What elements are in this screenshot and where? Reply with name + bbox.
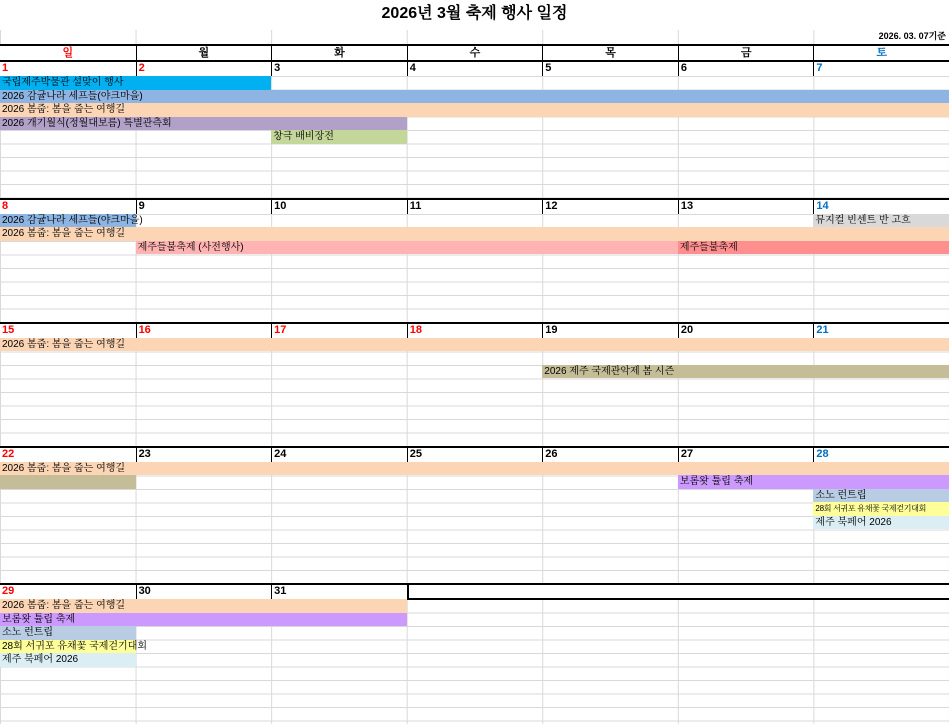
weekday-label: 월: [136, 46, 272, 60]
event-bar[interactable]: 2026 감귤나라 세프들(야크마을): [2, 214, 143, 226]
date-cell-19[interactable]: 19: [542, 324, 678, 338]
week-body: [0, 214, 949, 322]
as-of-date-note: 2026. 03. 07기준: [0, 30, 949, 44]
event-bar[interactable]: 2026 봄줍: 봄을 줍는 여행길: [0, 338, 949, 352]
week-body: [0, 338, 949, 446]
date-cell-5[interactable]: 5: [542, 62, 678, 76]
week-2: [0, 198, 949, 322]
date-row: [0, 324, 949, 338]
date-cell-6[interactable]: 6: [678, 62, 814, 76]
date-cell-10[interactable]: 10: [271, 200, 407, 214]
date-row: [0, 62, 949, 76]
date-cell-27[interactable]: 27: [678, 448, 814, 462]
calendar-weeks: [0, 60, 949, 724]
event-bar[interactable]: 제주 북페어 2026: [813, 516, 949, 530]
date-cell-3[interactable]: 3: [271, 62, 407, 76]
week-4: [0, 446, 949, 584]
event-bar[interactable]: 소노 런트립: [813, 489, 949, 503]
event-bar[interactable]: 2026 봄줍: 봄을 줍는 여행길: [0, 599, 407, 613]
date-cell-29[interactable]: 29: [2, 585, 15, 597]
date-cell-11[interactable]: 11: [407, 200, 543, 214]
weekday-label: 목: [542, 46, 678, 60]
date-cell-17[interactable]: 17: [271, 324, 407, 338]
week-body: [0, 462, 949, 584]
date-cell-2[interactable]: 2: [136, 62, 272, 76]
week-5: [0, 583, 949, 724]
date-cell-28[interactable]: 28: [813, 448, 949, 462]
date-cell-4[interactable]: 4: [407, 62, 543, 76]
event-bar[interactable]: 제주들불축제 (사전행사): [136, 241, 678, 255]
date-cell-15[interactable]: 15: [2, 323, 15, 336]
date-row: [0, 448, 949, 462]
week-body: [0, 599, 949, 724]
date-cell-12[interactable]: 12: [542, 200, 678, 214]
weekday-label: 일: [62, 47, 74, 59]
date-cell-16[interactable]: 16: [136, 324, 272, 338]
date-cell-25[interactable]: 25: [407, 448, 543, 462]
date-cell-30[interactable]: 30: [136, 585, 272, 599]
date-cell-7[interactable]: 7: [813, 62, 949, 76]
event-bar[interactable]: 제주 북페어 2026: [0, 653, 136, 667]
event-bar[interactable]: 2026 봄줍: 봄을 줍는 여행길: [0, 462, 949, 476]
week-1: [0, 60, 949, 198]
event-bar[interactable]: 국립제주박물관 설맞이 행사: [0, 76, 271, 90]
event-bar[interactable]: 2026 제주 국제관악제 봄 시즌: [542, 365, 949, 379]
event-bar[interactable]: 2026 봄줍: 봄을 줍는 여행길: [0, 227, 949, 241]
week-body: [0, 76, 949, 198]
event-bar[interactable]: 보롬왓 튤립 축제: [0, 613, 407, 627]
event-bar[interactable]: 2026 감귤나라 세프들(야크마을): [0, 90, 949, 104]
event-bar[interactable]: 28회 서귀포 유채꽃 국제걷기대회: [813, 502, 949, 516]
weekday-label: 수: [407, 46, 543, 60]
merged-empty-cell: [407, 585, 949, 600]
event-bar[interactable]: 창극 배비장전: [271, 130, 407, 144]
event-bar[interactable]: 28회 서귀포 유채꽃 국제걷기대회: [2, 640, 148, 652]
page-title: 2026년 3월 축제 행사 일정: [381, 5, 568, 22]
event-bar[interactable]: 2026 개기월식(정월대보름) 특별관측회: [0, 117, 407, 131]
weekday-label: 토: [813, 46, 949, 60]
event-bar[interactable]: [0, 475, 136, 489]
date-row: [0, 585, 949, 599]
date-cell-18[interactable]: 18: [407, 324, 543, 338]
date-cell-31[interactable]: 31: [271, 585, 407, 599]
date-cell-21[interactable]: 21: [813, 324, 949, 338]
date-cell-14[interactable]: 14: [813, 200, 949, 214]
date-cell-22[interactable]: 22: [2, 447, 15, 460]
date-cell-24[interactable]: 24: [271, 448, 407, 462]
weekday-label: 화: [271, 46, 407, 60]
date-cell-26[interactable]: 26: [542, 448, 678, 462]
date-cell-13[interactable]: 13: [678, 200, 814, 214]
weekday-header: [0, 44, 949, 60]
event-bar[interactable]: 2026 봄줍: 봄을 줍는 여행길: [0, 103, 949, 117]
weekday-label: 금: [678, 46, 814, 60]
event-bar[interactable]: 제주들불축제: [678, 241, 949, 255]
event-bar[interactable]: 뮤지컬 빈센트 반 고흐: [813, 214, 949, 228]
date-cell-23[interactable]: 23: [136, 448, 272, 462]
week-3: [0, 322, 949, 446]
event-bar[interactable]: 소노 런트립: [0, 626, 136, 640]
date-row: [0, 200, 949, 214]
event-bar[interactable]: 보롬왓 튤립 축제: [678, 475, 949, 489]
date-cell-20[interactable]: 20: [678, 324, 814, 338]
date-cell-1[interactable]: 1: [2, 62, 9, 74]
date-cell-8[interactable]: 8: [2, 199, 9, 212]
date-cell-9[interactable]: 9: [136, 200, 272, 214]
